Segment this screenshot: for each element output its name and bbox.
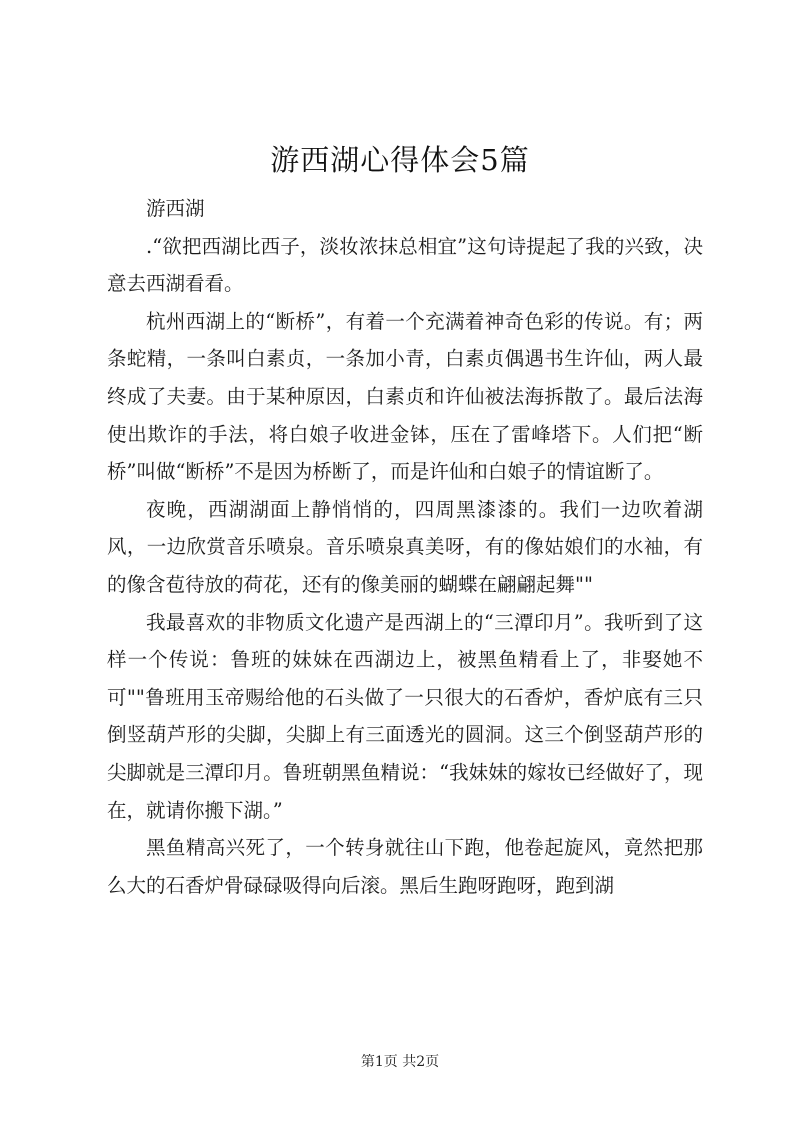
section-heading: 游西湖 bbox=[146, 197, 205, 220]
paragraph: 夜晚，西湖湖面上静悄悄的，四周黑漆漆的。我们一边吹着湖风，一边欣赏音乐喷泉。音乐喷泉真美呀，有的像姑娘们的水袖，有的像含苞待放的荷花，还有的像美丽的蝴蝶在翩翩起舞"" bbox=[107, 497, 703, 596]
document-body bbox=[107, 190, 703, 904]
paragraph: 我最喜欢的非物质文化遗产是西湖上的“三潭印月”。我听到了这样一个传说：鲁班的妹妹在西湖边上，被黑鱼精看上了，非娶她不可""鲁班用玉帝赐给他的石头做了一只很大的石香炉，香炉底有三只倒竖葫芦形的尖脚，尖脚上有三面透光的圆洞。这三个倒竖葫芦形的尖脚就是三潭印月。鲁班朝黑鱼精说：“我妹妹的嫁妆已经做好了，现在，就请你搬下湖。” bbox=[107, 610, 703, 822]
document-title: 游西湖心得体会5篇 bbox=[270, 143, 530, 177]
paragraph: 黑鱼精高兴死了，一个转身就往山下跑，他卷起旋风，竟然把那么大的石香炉骨碌碌吸得向后滚。黑后生跑呀跑呀，跑到湖 bbox=[107, 836, 703, 897]
page-footer: 第1页 共2页 bbox=[360, 1054, 440, 1070]
paragraph: 杭州西湖上的“断桥”，有着一个充满着神奇色彩的传说。有；两条蛇精，一条叫白素贞，一条加小青，白素贞偶遇书生许仙，两人最终成了夫妻。由于某种原因，白素贞和许仙被法海拆散了。最后法海使出欺诈的手法，将白娘子收进金钵，压在了雷峰塔下。人们把“断桥”叫做“断桥”不是因为桥断了，而是许仙和白娘子的情谊断了。 bbox=[107, 309, 703, 484]
paragraph: .“欲把西湖比西子，淡妆浓抹总相宜”这句诗提起了我的兴致，决意去西湖看看。 bbox=[107, 234, 703, 296]
